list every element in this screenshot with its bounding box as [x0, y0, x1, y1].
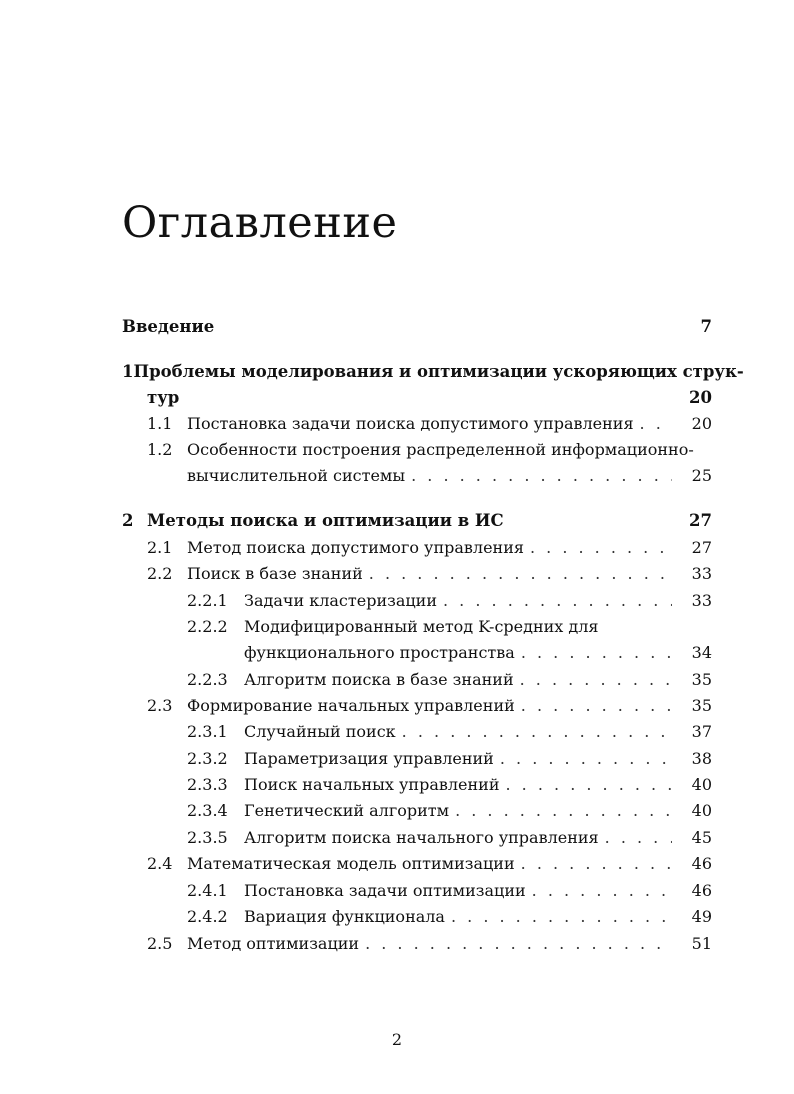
toc-subsection-title: Параметризация управлений — [244, 749, 494, 768]
toc-subsection-number: 2.2.3 — [187, 670, 228, 689]
leader-dots — [532, 881, 672, 901]
toc-entry-page: 45 — [691, 828, 712, 847]
toc-entry-page: 46 — [691, 854, 712, 873]
toc-entry-page: 35 — [691, 696, 712, 715]
leader-dots — [506, 775, 673, 795]
toc-subsection-title: Генетический алгоритм — [244, 801, 450, 820]
toc-section-1-2-cont[interactable] — [187, 466, 712, 486]
toc-section-number: 2.5 — [147, 934, 173, 953]
toc-entry-title: Введение — [122, 317, 215, 336]
leader-dots — [521, 854, 672, 874]
toc-section-title: Математическая модель оптимизации — [187, 854, 515, 873]
toc-subsection-2-3-4[interactable] — [187, 801, 712, 821]
toc-entry-page: 25 — [691, 466, 712, 485]
toc-entry-page: 33 — [691, 591, 712, 610]
toc-subsection-2-2-2[interactable] — [187, 617, 712, 637]
toc-chapter-number: 1 — [122, 362, 134, 381]
toc-subsection-number: 2.3.5 — [187, 828, 228, 847]
toc-subsection-2-4-1[interactable] — [187, 881, 712, 901]
toc-section-2-4[interactable] — [147, 854, 712, 874]
toc-entry-page: 20 — [689, 388, 712, 407]
toc-section-1-1[interactable] — [147, 414, 712, 434]
toc-subsection-2-3-2[interactable] — [187, 749, 712, 769]
toc-subsection-2-4-2[interactable] — [187, 907, 712, 927]
toc-subsection-2-3-3[interactable] — [187, 775, 712, 795]
page-title: Оглавление — [122, 198, 398, 248]
toc-chapter-2[interactable] — [122, 511, 712, 531]
toc-subsection-title: Поиск начальных управлений — [244, 775, 500, 794]
toc-section-number: 2.1 — [147, 538, 173, 557]
toc-chapter-number: 2 — [122, 511, 134, 530]
toc-entry-page: 35 — [691, 670, 712, 689]
leader-dots — [443, 591, 672, 611]
toc-section-number: 2.2 — [147, 564, 173, 583]
toc-subsection-2-2-2-cont[interactable] — [244, 643, 712, 663]
toc-subsection-number: 2.3.3 — [187, 775, 228, 794]
leader-dots — [455, 801, 672, 821]
leader-dots — [521, 696, 672, 716]
toc-chapter-title: Проблемы моделирования и оптимизации ускоряющих струк- — [133, 362, 744, 381]
toc-section-title-cont: вычислительной системы — [187, 466, 406, 485]
toc-section-title: Поиск в базе знаний — [187, 564, 363, 583]
leader-dots — [500, 749, 672, 769]
toc-subsection-title: Алгоритм поиска в базе знаний — [244, 670, 514, 689]
leader-dots — [521, 643, 672, 663]
toc-chapter-title: Методы поиска и оптимизации в ИС — [147, 511, 504, 530]
toc-section-2-3[interactable] — [147, 696, 712, 716]
toc-subsection-title: Модифицированный метод K-средних для — [244, 617, 599, 636]
toc-subsection-number: 2.2.2 — [187, 617, 228, 636]
toc-entry-page: 40 — [691, 801, 712, 820]
leader-dots — [640, 414, 672, 434]
toc-entry-intro[interactable] — [122, 317, 712, 337]
toc-subsection-title: Постановка задачи оптимизации — [244, 881, 526, 900]
leader-dots — [451, 907, 672, 927]
toc-entry-page: 27 — [691, 538, 712, 557]
toc-entry-page: 49 — [691, 907, 712, 926]
toc-section-2-2[interactable] — [147, 564, 712, 584]
toc-chapter-title-cont: тур — [147, 388, 180, 407]
toc-section-number: 1.2 — [147, 440, 173, 459]
toc-subsection-2-2-1[interactable] — [187, 591, 712, 611]
toc-section-2-5[interactable] — [147, 934, 712, 954]
toc-entry-page: 46 — [691, 881, 712, 900]
toc-section-number: 2.3 — [147, 696, 173, 715]
leader-dots — [411, 466, 672, 486]
toc-chapter-1[interactable] — [122, 362, 744, 382]
toc-subsection-number: 2.3.2 — [187, 749, 228, 768]
toc-subsection-2-3-1[interactable] — [187, 722, 712, 742]
toc-chapter-1-cont[interactable] — [147, 388, 712, 408]
toc-entry-page: 51 — [691, 934, 712, 953]
toc-section-title: Метод поиска допустимого управления — [187, 538, 524, 557]
toc-entry-page: 38 — [691, 749, 712, 768]
toc-entry-page: 37 — [691, 722, 712, 741]
toc-subsection-title: Задачи кластеризации — [244, 591, 437, 610]
toc-subsection-number: 2.2.1 — [187, 591, 228, 610]
toc-entry-page: 33 — [691, 564, 712, 583]
toc-entry-page: 40 — [691, 775, 712, 794]
toc-section-title: Особенности построения распределенной информационно- — [187, 440, 694, 459]
toc-subsection-title-cont: функционального пространства — [244, 643, 515, 662]
toc-section-title: Постановка задачи поиска допустимого управления — [187, 414, 634, 433]
toc-section-1-2[interactable] — [147, 440, 712, 460]
toc-subsection-number: 2.4.1 — [187, 881, 228, 900]
toc-subsection-title: Случайный поиск — [244, 722, 396, 741]
toc-subsection-number: 2.4.2 — [187, 907, 228, 926]
toc-subsection-number: 2.3.4 — [187, 801, 228, 820]
toc-entry-page: 34 — [691, 643, 712, 662]
leader-dots — [605, 828, 672, 848]
page-number: 2 — [391, 1030, 403, 1049]
leader-dots — [520, 670, 672, 690]
toc-entry-page: 7 — [700, 317, 712, 336]
toc-subsection-title: Вариация функционала — [244, 907, 445, 926]
toc-subsection-2-3-5[interactable] — [187, 828, 712, 848]
toc-section-number: 1.1 — [147, 414, 173, 433]
toc-entry-page: 20 — [691, 414, 712, 433]
toc-section-title: Метод оптимизации — [187, 934, 360, 953]
leader-dots — [365, 934, 672, 954]
leader-dots — [530, 538, 672, 558]
toc-section-title: Формирование начальных управлений — [187, 696, 515, 715]
toc-section-2-1[interactable] — [147, 538, 712, 558]
leader-dots — [369, 564, 672, 584]
toc-subsection-title: Алгоритм поиска начального управления — [244, 828, 599, 847]
toc-section-number: 2.4 — [147, 854, 173, 873]
toc-entry-page: 27 — [689, 511, 712, 530]
toc-subsection-number: 2.3.1 — [187, 722, 228, 741]
leader-dots — [402, 722, 672, 742]
toc-subsection-2-2-3[interactable] — [187, 670, 712, 690]
